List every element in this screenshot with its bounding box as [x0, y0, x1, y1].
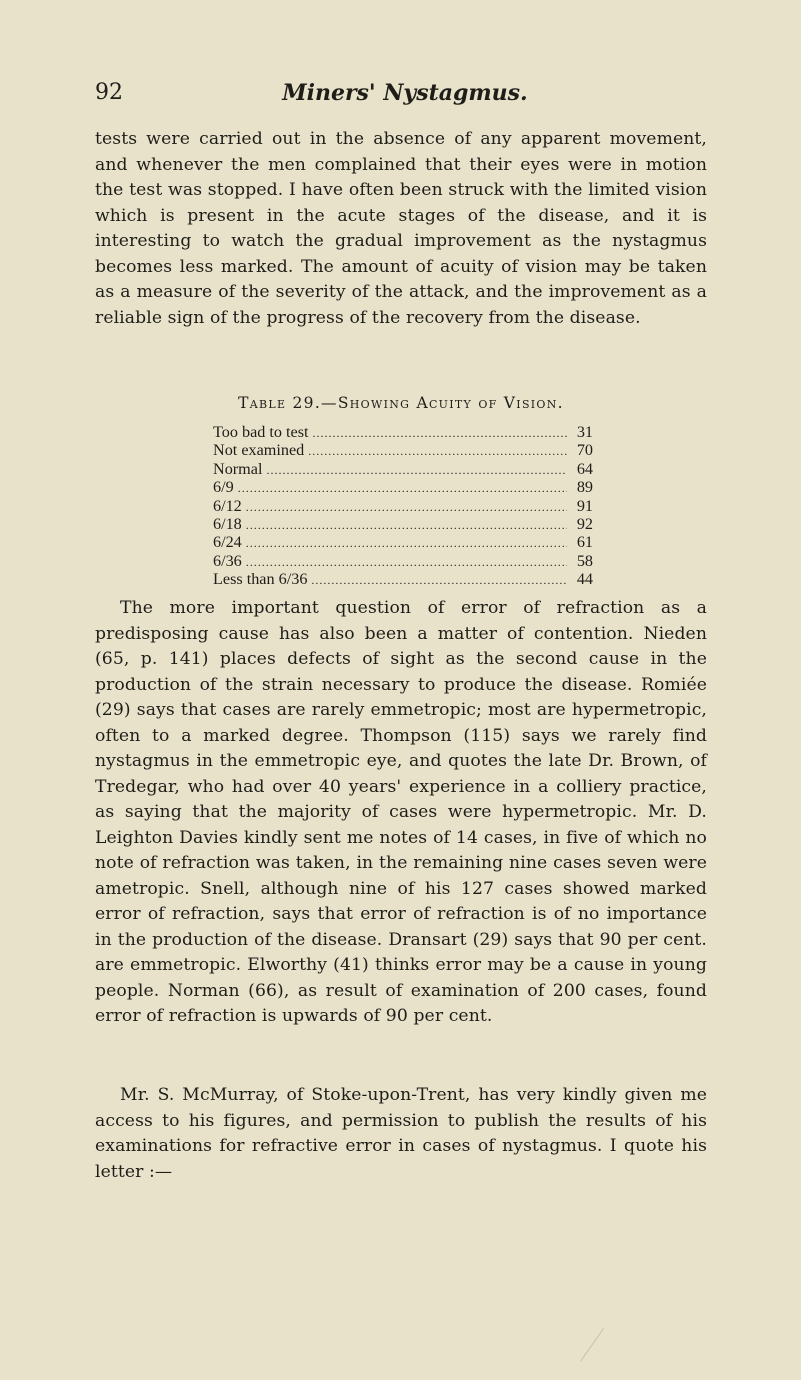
- table-row: [213, 423, 593, 441]
- row-label: Less than 6/36: [213, 570, 308, 589]
- row-value: 91: [576, 496, 593, 515]
- table-row: [213, 460, 593, 478]
- row-value: 44: [576, 570, 593, 589]
- table-row: [213, 533, 593, 551]
- row-value: 58: [576, 551, 593, 570]
- table-caption: Table 29.—Showing Acuity of Vision.: [238, 394, 564, 412]
- paragraph-refraction: The more important question of error of refraction as a predisposing cause has also been a matter of contention. Nieden (65, p. 141) places defects of sight as the second cause in the production of the strain necessary to produce the disease. Romiée (29) says that cases are rarely emmetropic; most are hypermetropic, often to a marked degree. Thompson (115) says we rarely find nystagmus in the emmetropic eye, and quotes the late Dr. Brown, of Tredegar, who had over 40 years' experience in a colliery practice, as saying that the majority of cases were hypermetropic. Mr. D. Leighton Davies kindly sent me notes of 14 cases, in five of which no note of refraction was taken, in the remaining nine cases seven were ametropic. Snell, although nine of his 127 cases showed marked error of refraction, says that error of refraction is of no importance in the production of the disease. Dransart (29) says that 90 per cent. are emmetropic. Elworthy (41) thinks error may be a cause in young people. Norman (66), as result of examination of 200 cases, found error of refraction is upwards of 90 per cent.: [95, 598, 707, 1026]
- table-row: [213, 478, 593, 496]
- row-label: 6/12: [213, 496, 242, 515]
- paragraph-intro: tests were carried out in the absence of any apparent movement, and whenever the men complained that their eyes were in motion the test was stopped. I have often been struck with the limited vision which is present in the acute stages of the disease, and it is interesting to watch the gradual improvement as the nystagmus becomes less marked. The amount of acuity of vision may be taken as a measure of the severity of the attack, and the improvement as a reliable sign of the progress of the recovery from the disease.: [95, 129, 707, 328]
- leader-dots: [266, 461, 567, 479]
- leader-dots: [246, 553, 567, 571]
- row-label: Too bad to test: [213, 423, 309, 441]
- leader-dots: [308, 442, 567, 460]
- leader-dots: [246, 516, 567, 534]
- acuity-table: [213, 423, 593, 589]
- running-header: [95, 80, 715, 112]
- leader-dots: [238, 479, 567, 497]
- row-value: 61: [576, 533, 593, 552]
- table-row: [213, 497, 593, 515]
- row-value: 92: [576, 514, 593, 533]
- paragraph-mcmurray: Mr. S. McMurray, of Stoke-upon-Trent, has very kindly given me access to his figures, and permission to publish the results of his examinations for refractive error in cases of nystagmus. I quote his letter :—: [95, 1085, 707, 1182]
- table-row: [213, 552, 593, 570]
- leader-dots: [246, 534, 567, 552]
- row-label: 6/18: [213, 514, 242, 533]
- leader-dots: [311, 571, 567, 589]
- page-number: 92: [95, 80, 123, 105]
- table-row: [213, 570, 593, 588]
- row-label: Normal: [213, 459, 263, 478]
- table-row: [213, 515, 593, 533]
- row-value: 89: [576, 478, 593, 497]
- row-label: 6/9: [213, 478, 234, 497]
- row-label: 6/24: [213, 533, 242, 552]
- row-value: 64: [576, 459, 593, 478]
- page-mark: [580, 1328, 619, 1372]
- running-title: Miners' Nystagmus.: [282, 80, 528, 106]
- row-value: 31: [576, 423, 593, 441]
- leader-dots: [246, 498, 567, 516]
- table-row: [213, 441, 593, 459]
- row-label: 6/36: [213, 551, 242, 570]
- leader-dots: [313, 424, 567, 442]
- row-value: 70: [576, 441, 593, 460]
- row-label: Not examined: [213, 441, 305, 460]
